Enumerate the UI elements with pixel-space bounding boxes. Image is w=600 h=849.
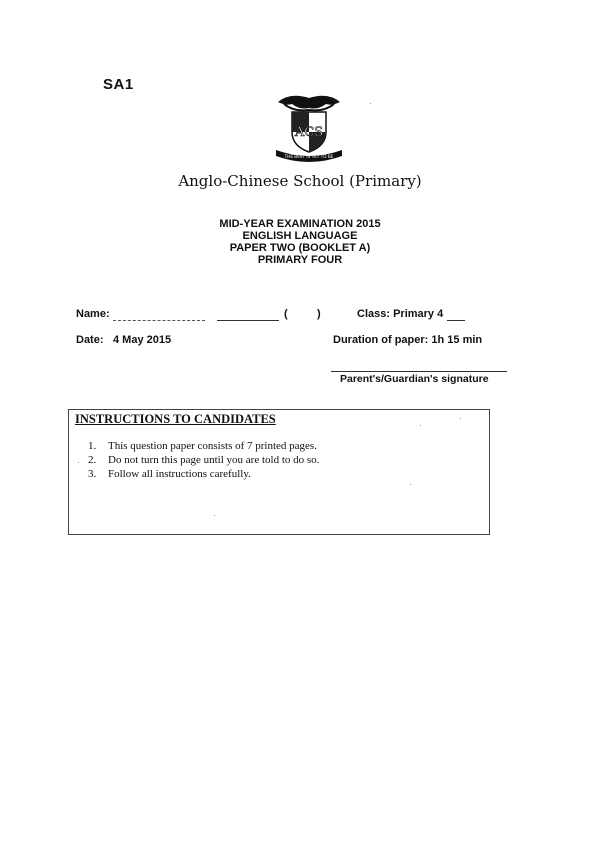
signature-line[interactable] bbox=[331, 371, 507, 372]
register-number-open: ( bbox=[284, 308, 288, 320]
instruction-item bbox=[88, 468, 251, 480]
duration-label: Duration of paper: 1h 15 min bbox=[333, 334, 483, 346]
date-value: 4 May 2015 bbox=[113, 334, 172, 346]
instruction-text: Follow all instructions carefully. bbox=[108, 468, 251, 480]
instruction-text: This question paper consists of 7 printed pages. bbox=[108, 440, 317, 452]
name-label: Name: bbox=[76, 308, 110, 320]
instruction-number: 1. bbox=[88, 440, 97, 452]
instruction-item bbox=[88, 454, 319, 466]
class-field-line[interactable] bbox=[447, 320, 465, 321]
school-name: Anglo-Chinese School (Primary) bbox=[178, 172, 422, 190]
crest-motto: THE BEST IS YET TO BE bbox=[284, 154, 334, 159]
scan-speck bbox=[420, 425, 421, 426]
scan-speck bbox=[410, 484, 411, 485]
register-number-close: ) bbox=[317, 308, 321, 320]
exam-subject: ENGLISH LANGUAGE bbox=[242, 230, 358, 242]
exam-paper: PAPER TWO (BOOKLET A) bbox=[229, 242, 371, 254]
date-label: Date: bbox=[76, 334, 104, 346]
signature-label: Parent's/Guardian's signature bbox=[340, 373, 489, 385]
exam-level: PRIMARY FOUR bbox=[257, 254, 343, 266]
crest-monogram: ACS bbox=[294, 125, 324, 140]
instructions-title: INSTRUCTIONS TO CANDIDATES bbox=[75, 412, 276, 426]
instruction-text: Do not turn this page until you are told to do so. bbox=[108, 454, 320, 466]
instruction-item bbox=[88, 440, 317, 452]
scan-speck bbox=[460, 418, 461, 419]
name-field-line-2[interactable] bbox=[217, 320, 279, 321]
scan-speck bbox=[214, 515, 215, 516]
name-field-line[interactable] bbox=[113, 320, 205, 321]
school-crest-logo bbox=[270, 92, 348, 164]
paper-code: SA1 bbox=[103, 76, 134, 93]
instruction-number: 3. bbox=[88, 468, 97, 480]
scan-speck bbox=[78, 462, 79, 463]
class-label: Class: Primary 4 bbox=[357, 308, 444, 320]
instruction-number: 2. bbox=[88, 454, 97, 466]
exam-title: MID-YEAR EXAMINATION 2015 bbox=[219, 218, 381, 230]
scan-speck bbox=[370, 103, 371, 104]
